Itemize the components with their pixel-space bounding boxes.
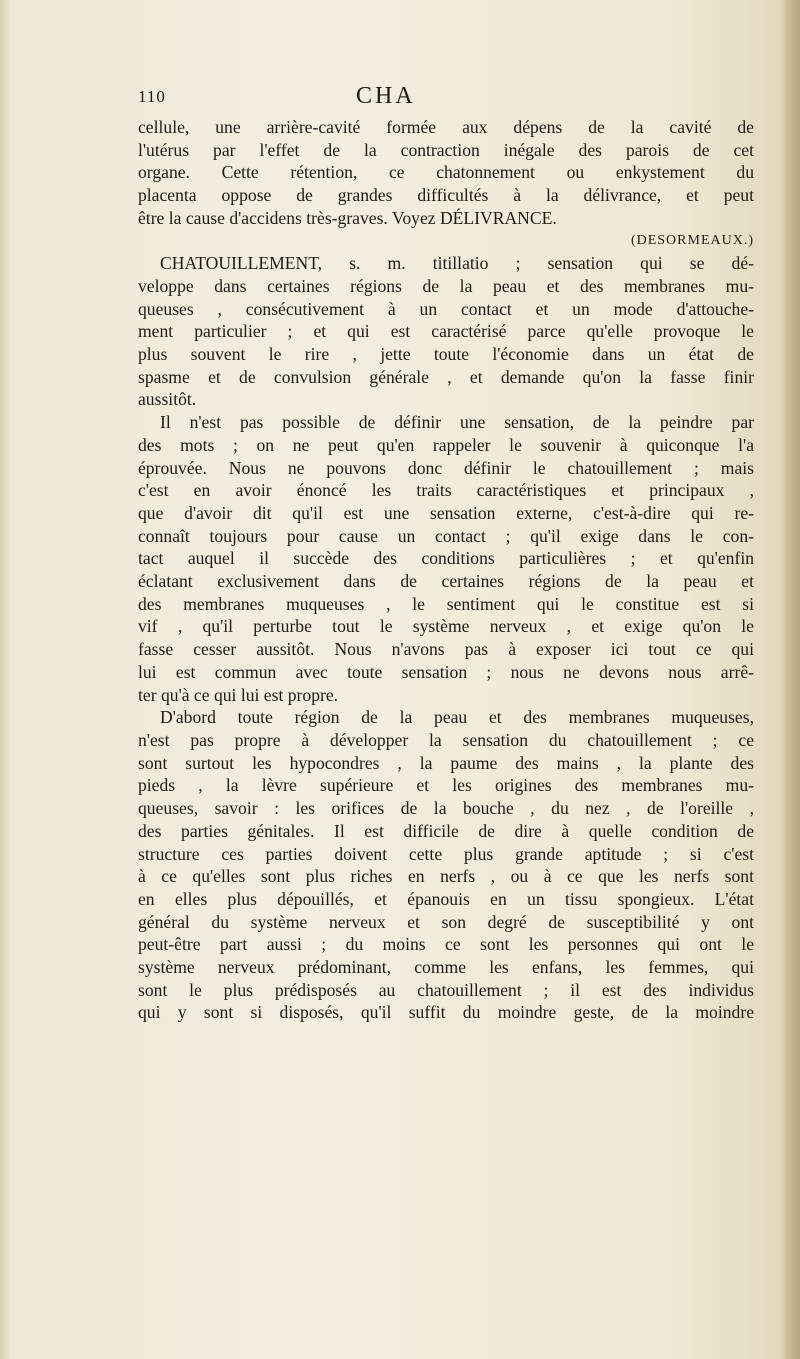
- text-line: vif , qu'il perturbe tout le système nerveux , et exige qu'on le: [138, 616, 754, 637]
- text-line: ter qu'à ce qui lui est propre.: [138, 684, 339, 705]
- text-line: organe. Cette rétention, ce chatonnement ou enkystement du: [138, 162, 754, 183]
- text-line: éprouvée. Nous ne pouvons donc définir le chatouillement ; mais: [138, 457, 754, 478]
- text-line: connaît toujours pour cause un contact ; qu'il exige dans le con-: [138, 525, 754, 546]
- text-line: des membranes muqueuses , le sentiment qui le constitue est si: [138, 593, 754, 614]
- text-line: lui est commun avec toute sensation ; nous ne devons nous arrê-: [138, 661, 754, 682]
- paragraph: [138, 411, 754, 706]
- text-line: placenta oppose de grandes difficultés à la délivrance, et peut: [138, 185, 754, 206]
- text-line: pieds , la lèvre supérieure et les origines des membranes mu-: [138, 775, 754, 796]
- page-header: [138, 83, 754, 113]
- running-head: CHA: [356, 83, 416, 109]
- text-line: plus souvent le rire , jette toute l'économie dans un état de: [138, 344, 754, 365]
- text-line: n'est pas propre à développer la sensation du chatouillement ; ce: [138, 729, 754, 750]
- author-signature: (DESORMEAUX.): [630, 232, 754, 248]
- text-line: spasme et de convulsion générale , et demande qu'on la fasse finir: [138, 366, 754, 387]
- text-line: l'utérus par l'effet de la contraction inégale des parois de cet: [138, 139, 754, 160]
- text-line: ment particulier ; et qui est caractérisé parce qu'elle provoque le: [138, 321, 754, 342]
- page-number: 110: [138, 87, 166, 106]
- text-line: des mots ; on ne peut qu'en rappeler le souvenir à quiconque l'a: [138, 434, 754, 455]
- page-left-edge: [0, 0, 10, 1359]
- text-line: qui y sont si disposés, qu'il suffit du moindre geste, de la moindre: [138, 1002, 754, 1023]
- text-line: éclatant exclusivement dans de certaines régions de la peau et: [138, 571, 754, 592]
- text-line: sont le plus prédisposés au chatouillement ; il est des individus: [138, 979, 754, 1000]
- text-line: tact auquel il succède des conditions particulières ; et qu'enfin: [138, 548, 754, 569]
- paragraph: [138, 706, 754, 1024]
- text-line: queuses, savoir : les orifices de la bouche , du nez , de l'oreille ,: [138, 798, 754, 819]
- text-line: à ce qu'elles sont plus riches en nerfs , ou à ce que les nerfs sont: [138, 866, 754, 887]
- text-line: structure ces parties doivent cette plus grande aptitude ; si c'est: [138, 843, 754, 864]
- entry-chatouillement: [138, 252, 754, 411]
- text-line: veloppe dans certaines régions de la peau et des membranes mu-: [138, 275, 754, 296]
- text-line: général du système nerveux et son degré de susceptibilité y ont: [138, 911, 754, 932]
- text-line: Il n'est pas possible de définir une sensation, de la peindre par: [160, 412, 754, 433]
- text-line: système nerveux prédominant, comme les enfans, les femmes, qui: [138, 957, 754, 978]
- text-line: en elles plus dépouillés, et épanouis en un tissu spongieux. L'état: [138, 888, 754, 909]
- text-line: cellule, une arrière-cavité formée aux dépens de la cavité de: [138, 117, 754, 137]
- text-line: aussitôt.: [138, 389, 197, 410]
- entry-heading-line: CHATOUILLEMENT, s. m. titillatio ; sensation qui se dé-: [160, 253, 754, 274]
- text-line: que d'avoir dit qu'il est une sensation externe, c'est-à-dire qui re-: [138, 502, 754, 523]
- text-line: c'est en avoir énoncé les traits caractéristiques et principaux ,: [138, 480, 754, 501]
- paragraph-continuation: [138, 116, 754, 252]
- text-line: des parties génitales. Il est difficile de dire à quelle condition de: [138, 820, 754, 841]
- page-right-edge: [778, 0, 800, 1359]
- text-line: fasse cesser aussitôt. Nous n'avons pas à exposer ici tout ce qui: [138, 639, 754, 660]
- text-line: être la cause d'accidens très-graves. Voyez DÉLIVRANCE.: [138, 207, 557, 228]
- text-line: D'abord toute région de la peau et des membranes muqueuses,: [160, 707, 754, 728]
- body-text: [138, 116, 754, 1024]
- text-line: peut-être part aussi ; du moins ce sont les personnes qui ont le: [138, 934, 754, 955]
- text-line: sont surtout les hypocondres , la paume des mains , la plante des: [138, 752, 754, 773]
- text-line: queuses , consécutivement à un contact et un mode d'attouche-: [138, 298, 754, 319]
